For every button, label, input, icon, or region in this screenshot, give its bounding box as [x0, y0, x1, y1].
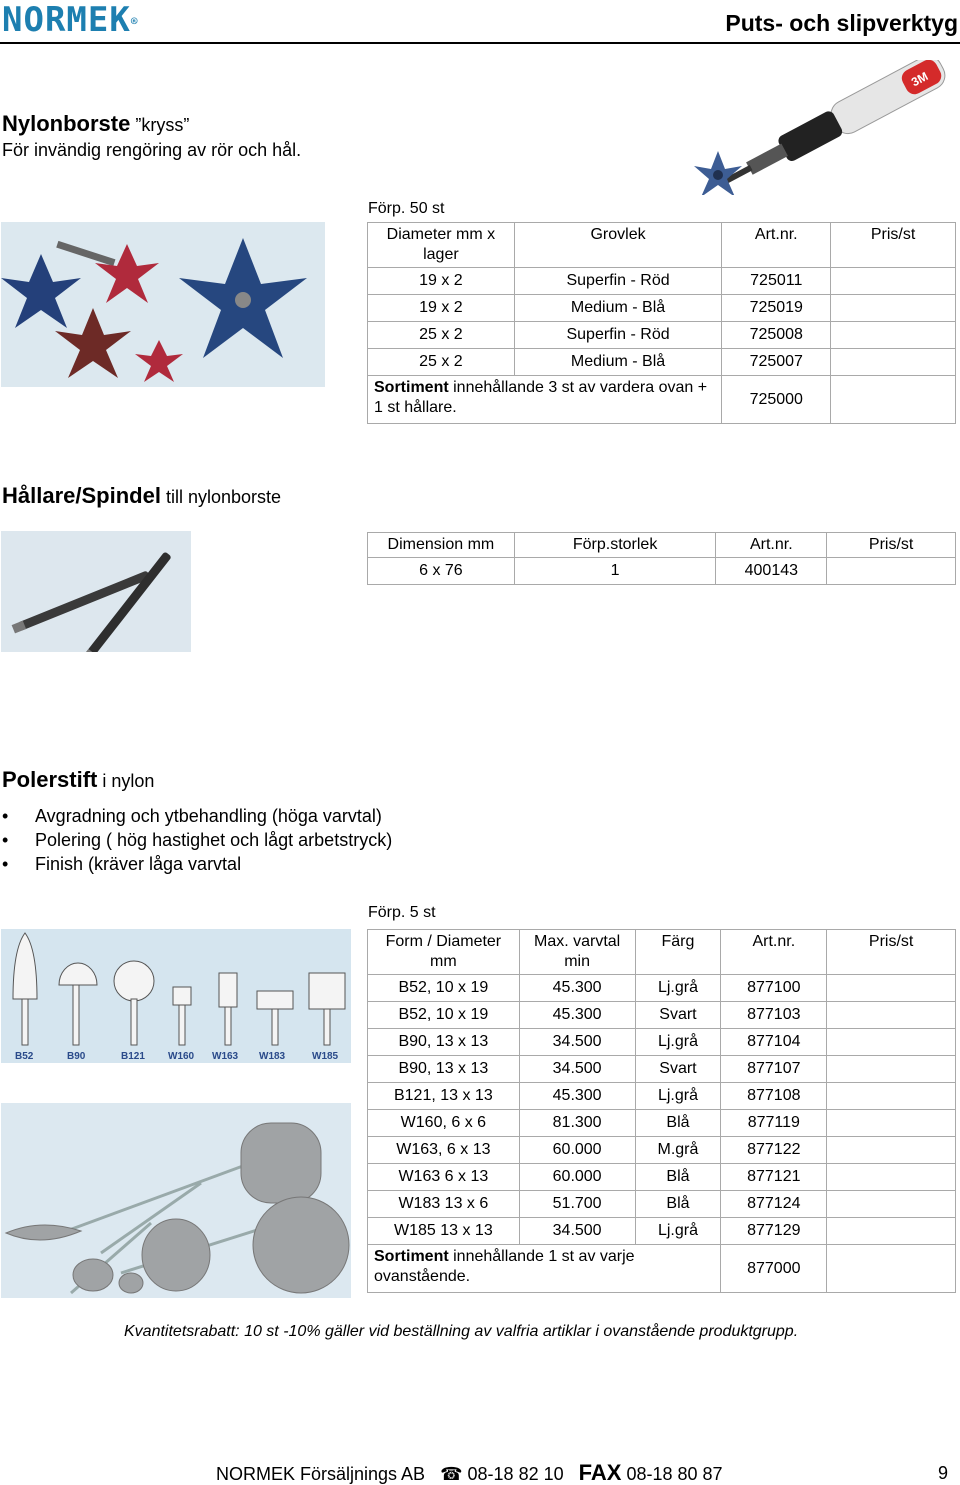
table-cell: 877124	[721, 1191, 827, 1218]
table-cell: 19 x 2	[368, 268, 515, 295]
nylonborste-table	[367, 222, 956, 424]
table-cell: 34.500	[519, 1029, 635, 1056]
table-cell: Blå	[635, 1110, 721, 1137]
table-cell: W163 6 x 13	[368, 1164, 520, 1191]
footer-fax: 08-18 80 87	[626, 1464, 723, 1484]
table-cell	[827, 1137, 956, 1164]
table-cell: B90, 13 x 13	[368, 1029, 520, 1056]
polishing-points-photo	[1, 1103, 351, 1298]
table-row	[368, 322, 956, 349]
table-cell	[831, 322, 956, 349]
table-cell: Lj.grå	[635, 1218, 721, 1245]
table-row	[368, 1110, 956, 1137]
table-cell	[827, 1056, 956, 1083]
page-number: 9	[937, 1463, 948, 1483]
table-cell: Lj.grå	[635, 975, 721, 1002]
table-cell	[831, 295, 956, 322]
hallare-table	[367, 532, 956, 585]
shape-label: B90	[67, 1051, 86, 1062]
table-cell: Svart	[635, 1056, 721, 1083]
table-row	[368, 268, 956, 295]
table-cell: 877122	[721, 1137, 827, 1164]
polerstift-table	[367, 929, 956, 1293]
table-cell: Medium - Blå	[514, 295, 722, 322]
table-cell: 81.300	[519, 1110, 635, 1137]
table-cell: 877104	[721, 1029, 827, 1056]
table-cell: 45.300	[519, 975, 635, 1002]
table-cell: 45.300	[519, 1083, 635, 1110]
table-cell: 60.000	[519, 1164, 635, 1191]
table-cell: Superfin - Röd	[514, 322, 722, 349]
table-cell: 877107	[721, 1056, 827, 1083]
shape-label: B121	[121, 1051, 145, 1062]
table-cell: 34.500	[519, 1218, 635, 1245]
column-header: Art.nr.	[722, 223, 831, 268]
table-cell: 725019	[722, 295, 831, 322]
table-row	[368, 975, 956, 1002]
table-row	[368, 1002, 956, 1029]
table-header-row	[368, 223, 956, 268]
shape-label: W163	[212, 1051, 239, 1062]
normek-logo: NORMEK®	[2, 0, 139, 40]
section-hallare-heading: Hållare/Spindel till nylonborste	[2, 483, 282, 508]
table-cell: 877100	[721, 975, 827, 1002]
table-cell: 725007	[722, 349, 831, 376]
column-header: Pris/st	[827, 930, 956, 975]
table-cell: B90, 13 x 13	[368, 1056, 520, 1083]
table-cell: 877129	[721, 1218, 827, 1245]
list-item: • Polering ( hög hastighet och lågt arbetstryck)	[2, 828, 392, 852]
column-header: Förp.storlek	[514, 533, 716, 558]
table-cell: B52, 10 x 19	[368, 1002, 520, 1029]
column-header: Art.nr.	[721, 930, 827, 975]
assortment-row	[368, 376, 956, 424]
table-cell: 877119	[721, 1110, 827, 1137]
table-row	[368, 1137, 956, 1164]
spindle-holder-photo	[1, 531, 191, 652]
table-cell	[827, 1002, 956, 1029]
shape-label: W185	[312, 1051, 339, 1062]
table-row	[368, 1164, 956, 1191]
table-cell: Lj.grå	[635, 1083, 721, 1110]
table-cell: Medium - Blå	[514, 349, 722, 376]
table-cell: 725008	[722, 322, 831, 349]
table-cell: 51.700	[519, 1191, 635, 1218]
table-cell: 877103	[721, 1002, 827, 1029]
shape-label: B52	[15, 1051, 34, 1062]
table-cell: W160, 6 x 6	[368, 1110, 520, 1137]
table-cell: M.grå	[635, 1137, 721, 1164]
table-header-row	[368, 930, 956, 975]
footer-contact	[216, 1460, 723, 1485]
column-header: Pris/st	[831, 223, 956, 268]
table-cell: W163, 6 x 13	[368, 1137, 520, 1164]
table-cell	[827, 975, 956, 1002]
section-subtitle: För invändig rengöring av rör och hål.	[2, 140, 302, 160]
section-nylonborste-heading	[2, 111, 301, 162]
table-row	[368, 1191, 956, 1218]
table-cell: 60.000	[519, 1137, 635, 1164]
page-header-title: Puts- och slipverktyg	[725, 10, 958, 36]
table-cell	[831, 268, 956, 295]
table-row	[368, 1218, 956, 1245]
column-header: Art.nr.	[716, 533, 827, 558]
list-item: • Avgradning och ytbehandling (höga varvtal)	[2, 804, 392, 828]
quantity-discount-note: Kvantitetsrabatt: 10 st -10% gäller vid beställning av valfria artiklar i ovanstående produktgrupp.	[124, 1323, 799, 1340]
table-cell	[827, 558, 956, 585]
column-header: Grovlek	[514, 223, 722, 268]
table-row	[368, 558, 956, 585]
table-cell: 725011	[722, 268, 831, 295]
table-cell: 1	[514, 558, 716, 585]
die-grinder-photo	[688, 60, 960, 195]
table-row	[368, 1083, 956, 1110]
table-cell: Lj.grå	[635, 1029, 721, 1056]
table-cell	[827, 1191, 956, 1218]
table-cell: 725000	[722, 376, 831, 424]
assortment-row	[368, 1245, 956, 1293]
column-header: Dimension mm	[368, 533, 515, 558]
table-cell	[827, 1245, 956, 1293]
feature-list	[2, 804, 392, 876]
table-cell	[827, 1029, 956, 1056]
column-header: Form / Diameter mm	[368, 930, 520, 975]
svg-text:3M: 3M	[909, 69, 931, 90]
table-cell: 877108	[721, 1083, 827, 1110]
table-cell: Blå	[635, 1164, 721, 1191]
table-cell	[831, 376, 956, 424]
table-cell: 6 x 76	[368, 558, 515, 585]
assortment-description: Sortiment innehållande 1 st av varje ovanstående.	[368, 1245, 721, 1293]
footer-company: NORMEK Försäljnings AB	[216, 1464, 426, 1484]
table-cell	[827, 1218, 956, 1245]
shape-label: W183	[259, 1051, 286, 1062]
table-cell: 45.300	[519, 1002, 635, 1029]
table-cell: 877121	[721, 1164, 827, 1191]
table-cell: 34.500	[519, 1056, 635, 1083]
section-polerstift-heading: Polerstift i nylon	[2, 767, 155, 792]
column-header: Pris/st	[827, 533, 956, 558]
table-row	[368, 1056, 956, 1083]
table-cell: 877000	[721, 1245, 827, 1293]
table-cell: W185 13 x 13	[368, 1218, 520, 1245]
table-cell: 25 x 2	[368, 349, 515, 376]
pack-size-label: Förp. 5 st	[368, 904, 436, 921]
table-cell: B52, 10 x 19	[368, 975, 520, 1002]
table-cell: 400143	[716, 558, 827, 585]
phone-icon: ☎	[440, 1464, 463, 1484]
section-title: Nylonborste ”kryss”	[2, 111, 190, 136]
table-row	[368, 295, 956, 322]
fax-label: FAX	[578, 1460, 622, 1485]
table-cell	[827, 1083, 956, 1110]
column-header: Max. varvtal min	[519, 930, 635, 975]
table-cell: 19 x 2	[368, 295, 515, 322]
table-row	[368, 349, 956, 376]
list-item: • Finish (kräver låga varvtal	[2, 852, 392, 876]
nylon-brushes-photo	[1, 222, 325, 387]
shape-label: W160	[168, 1051, 195, 1062]
table-cell: Blå	[635, 1191, 721, 1218]
table-cell: Svart	[635, 1002, 721, 1029]
header-divider	[0, 42, 960, 44]
table-cell	[827, 1110, 956, 1137]
footer-phone: 08-18 82 10	[467, 1464, 564, 1484]
pack-size-label: Förp. 50 st	[368, 200, 445, 217]
table-header-row	[368, 533, 956, 558]
assortment-description: Sortiment innehållande 3 st av vardera ovan + 1 st hållare.	[368, 376, 722, 424]
column-header: Diameter mm x lager	[368, 223, 515, 268]
shape-diagram	[1, 929, 351, 1063]
table-cell	[831, 349, 956, 376]
column-header: Färg	[635, 930, 721, 975]
table-cell: B121, 13 x 13	[368, 1083, 520, 1110]
table-cell	[827, 1164, 956, 1191]
table-cell: 25 x 2	[368, 322, 515, 349]
table-cell: W183 13 x 6	[368, 1191, 520, 1218]
table-row	[368, 1029, 956, 1056]
table-cell: Superfin - Röd	[514, 268, 722, 295]
